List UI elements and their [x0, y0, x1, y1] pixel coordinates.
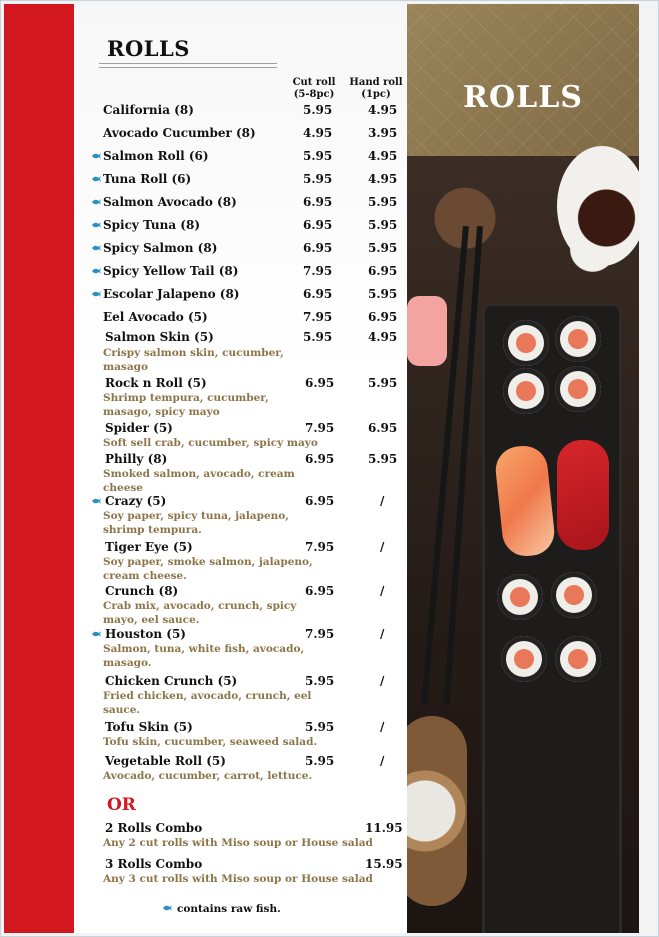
- header-banner: [407, 4, 639, 156]
- item-name: Tofu Skin (5): [105, 720, 193, 734]
- cut-roll-price: 7.95: [303, 310, 333, 324]
- cut-roll-price: 5.95: [305, 674, 335, 688]
- or-label: OR: [107, 795, 136, 815]
- raw-fish-icon: [91, 497, 101, 505]
- hand-roll-price: 4.95: [368, 149, 398, 163]
- combo-desc: Any 3 cut rolls with Miso soup or House salad: [103, 873, 373, 885]
- hand-roll-price: 5.95: [368, 376, 398, 390]
- raw-fish-icon: [91, 175, 101, 183]
- combo-desc: Any 2 cut rolls with Miso soup or House salad: [103, 837, 373, 849]
- hand-roll-price: 6.95: [368, 421, 398, 435]
- cut-roll-price: 7.95: [305, 540, 335, 554]
- item-name: Avocado Cucumber (8): [103, 126, 256, 140]
- raw-fish-icon: [91, 198, 101, 206]
- hand-roll-price: 6.95: [368, 310, 398, 324]
- sushi-roll: [501, 636, 547, 682]
- hand-roll-price: /: [380, 540, 385, 554]
- hand-roll-price: 4.95: [368, 103, 398, 117]
- item-name: Houston (5): [105, 627, 186, 641]
- combo-name: 2 Rolls Combo: [105, 821, 203, 835]
- cut-roll-price: 5.95: [305, 754, 335, 768]
- raw-fish-icon: [91, 221, 101, 229]
- hand-roll-price: 5.95: [368, 195, 398, 209]
- hand-roll-price: /: [380, 720, 385, 734]
- item-description: Avocado, cucumber, carrot, lettuce.: [103, 770, 313, 782]
- hand-roll-price: 5.95: [368, 452, 398, 466]
- sushi-roll: [555, 366, 601, 412]
- item-description: Tofu skin, cucumber, seaweed salad.: [103, 736, 318, 748]
- raw-fish-icon: [91, 630, 101, 638]
- item-name: Tuna Roll (6): [103, 172, 192, 186]
- item-name: Salmon Roll (6): [103, 149, 209, 163]
- cut-roll-price: 7.95: [305, 627, 335, 641]
- pickled-ginger: [407, 296, 447, 366]
- sushi-roll: [555, 636, 601, 682]
- raw-fish-icon: [91, 244, 101, 252]
- hand-roll-price: 4.95: [368, 330, 398, 344]
- item-description: Fried chicken, avocado, crunch, eel sauce.: [103, 690, 312, 716]
- cut-roll-price: 5.95: [303, 103, 333, 117]
- item-name: Eel Avocado (5): [103, 310, 208, 324]
- combo-price: 15.95: [365, 857, 403, 871]
- item-name: Spicy Tuna (8): [103, 218, 201, 232]
- cut-roll-price: 6.95: [303, 287, 333, 301]
- col-header-cut: [288, 77, 340, 101]
- hand-roll-price: /: [380, 754, 385, 768]
- hand-roll-price: 3.95: [368, 126, 398, 140]
- item-name: California (8): [103, 103, 194, 117]
- hand-roll-price: 4.95: [368, 172, 398, 186]
- item-name: Escolar Jalapeno (8): [103, 287, 240, 301]
- item-name: Spicy Salmon (8): [103, 241, 218, 255]
- item-description: Soy paper, smoke salmon, jalapeno, cream cheese.: [103, 556, 313, 582]
- chopstick: [444, 226, 483, 705]
- hand-roll-price: /: [380, 584, 385, 598]
- red-side-strip: [4, 4, 74, 933]
- cut-roll-price: 5.95: [303, 172, 333, 186]
- cut-roll-price: 5.95: [303, 149, 333, 163]
- sushi-roll: [497, 574, 543, 620]
- item-name: Chicken Crunch (5): [105, 674, 238, 688]
- title-underline: [99, 63, 277, 68]
- raw-fish-icon: [91, 267, 101, 275]
- cut-roll-price: 6.95: [305, 584, 335, 598]
- raw-fish-icon: [91, 290, 101, 298]
- sushi-roll: [555, 316, 601, 362]
- hand-roll-price: 6.95: [368, 264, 398, 278]
- item-name: Vegetable Roll (5): [105, 754, 226, 768]
- item-description: Soy paper, spicy tuna, jalapeno, shrimp tempura.: [103, 510, 289, 536]
- item-name: Rock n Roll (5): [105, 376, 207, 390]
- item-description: Crab mix, avocado, crunch, spicy mayo, eel sauce.: [103, 600, 297, 626]
- col-header-cut-label: Cut roll: [292, 77, 336, 88]
- item-description: Soft sell crab, cucumber, spicy mayo: [103, 437, 318, 449]
- item-description: Shrimp tempura, cucumber, masago, spicy mayo: [103, 392, 269, 418]
- cut-roll-price: 7.95: [303, 264, 333, 278]
- combo-name: 3 Rolls Combo: [105, 857, 203, 871]
- col-header-hand-sub: (1pc): [361, 89, 391, 100]
- fish-icon: [162, 904, 172, 912]
- sushi-roll: [503, 368, 549, 414]
- item-description: Salmon, tuna, white fish, avocado, masago.: [103, 643, 305, 669]
- sushi-roll: [503, 320, 549, 366]
- item-name: Philly (8): [105, 452, 168, 466]
- item-name: Crunch (8): [105, 584, 179, 598]
- photo-panel: [407, 4, 639, 933]
- salmon-nigiri: [493, 444, 556, 559]
- combo-price: 11.95: [365, 821, 403, 835]
- cut-roll-price: 7.95: [305, 421, 335, 435]
- hand-roll-price: /: [380, 674, 385, 688]
- item-name: Tiger Eye (5): [105, 540, 193, 554]
- col-header-cut-sub: (5-8pc): [293, 89, 335, 100]
- legend-text: contains raw fish.: [177, 903, 281, 915]
- cut-roll-price: 6.95: [305, 376, 335, 390]
- cut-roll-price: 4.95: [303, 126, 333, 140]
- tuna-nigiri: [557, 440, 609, 550]
- cut-roll-price: 6.95: [303, 241, 333, 255]
- header-title: ROLLS: [463, 80, 583, 115]
- soy-sauce-dish: [557, 146, 639, 266]
- cut-roll-price: 5.95: [305, 720, 335, 734]
- cut-roll-price: 6.95: [303, 195, 333, 209]
- item-name: Salmon Avocado (8): [103, 195, 237, 209]
- hand-roll-price: /: [380, 494, 385, 508]
- item-name: Crazy (5): [105, 494, 167, 508]
- hand-roll-price: 5.95: [368, 287, 398, 301]
- item-name: Salmon Skin (5): [105, 330, 214, 344]
- serving-board: [485, 306, 619, 933]
- raw-fish-icon: [91, 152, 101, 160]
- hand-roll-price: 5.95: [368, 218, 398, 232]
- hand-roll-price: /: [380, 627, 385, 641]
- page-title: ROLLS: [107, 36, 190, 61]
- item-description: Crispy salmon skin, cucumber, masago: [103, 347, 284, 373]
- cut-roll-price: 6.95: [303, 218, 333, 232]
- cut-roll-price: 6.95: [305, 452, 335, 466]
- item-description: Smoked salmon, avocado, cream cheese: [103, 468, 295, 494]
- cut-roll-price: 5.95: [303, 330, 333, 344]
- cut-roll-price: 6.95: [305, 494, 335, 508]
- hand-roll-price: 5.95: [368, 241, 398, 255]
- item-name: Spider (5): [105, 421, 173, 435]
- col-header-hand-label: Hand roll: [349, 77, 403, 88]
- sushi-photo: [407, 156, 639, 933]
- sushi-roll: [551, 572, 597, 618]
- item-name: Spicy Yellow Tail (8): [103, 264, 239, 278]
- rice-bowl: [407, 716, 467, 906]
- col-header-hand: [348, 77, 404, 101]
